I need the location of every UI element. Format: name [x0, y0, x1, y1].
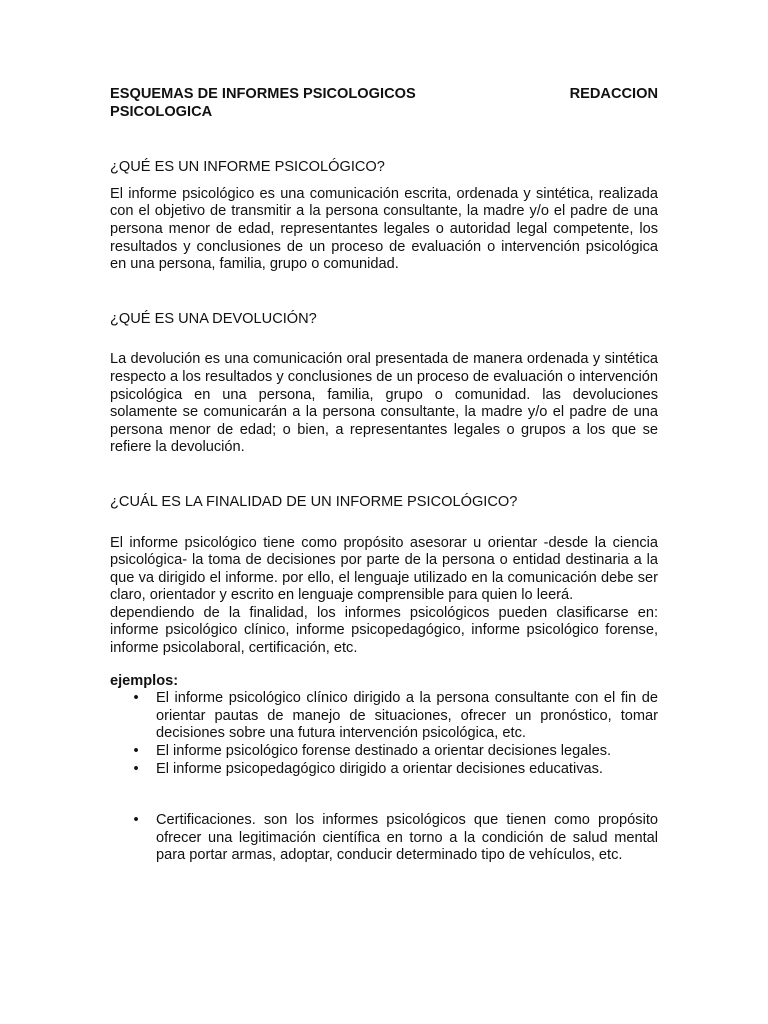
section-1-heading: ¿QUÉ ES UN INFORME PSICOLÓGICO? — [110, 159, 385, 176]
spacer — [110, 778, 658, 812]
section-1-paragraph: El informe psicológico es una comunicación escrita, ordenada y sintética, realizada con el objetivo de transmitir a la persona consultante, la madre y/o el padre de una persona menor de edad, representantes legales o autoridad legal competente, los resultados y conclusiones de un proceso de evaluación o intervención psicológica en una persona, familia, grupo o comunidad. — [110, 185, 658, 273]
bullet-icon: • — [133, 743, 139, 760]
spacer — [110, 658, 658, 673]
title-right: REDACCION — [569, 86, 658, 102]
bullet-icon: • — [133, 812, 139, 829]
spacer — [110, 274, 658, 311]
section-3-paragraph: El informe psicológico tiene como propósito asesorar u orientar -desde la ciencia psicológica- la toma de decisiones por parte de la persona o entidad destinaria a la que va dirigido el informe. por ello, el lenguaje utilizado en la comunicación debe ser claro, orientador y escrito en lenguaje comprensible para quien lo leerá. — [110, 534, 658, 604]
examples-list — [110, 690, 658, 778]
section-3-heading: ¿CUÁL ES LA FINALIDAD DE UN INFORME PSICOLÓGICO? — [110, 493, 518, 510]
document-title — [110, 86, 658, 121]
list-item — [110, 690, 658, 743]
section-2-paragraph: La devolución es una comunicación oral presentada de manera ordenada y sintética respecto a los resultados y conclusiones de un proceso de evaluación o intervención psicológica en una persona, familia, grupo o comunidad. las devoluciones solamente se comunicarán a la persona consultante, la madre y/o el padre de una persona menor de edad; o bien, a representantes legales o grupos a los que se refiere la devolución. — [110, 351, 658, 456]
list-item-text: El informe psicológico clínico dirigido a la persona consultante con el fin de orientar pautas de manejo de situaciones, ofrecer un pronóstico, tomar decisiones sobre una futura intervención psicológica, etc. — [156, 690, 658, 742]
list-item-text: El informe psicológico forense destinado a orientar decisiones legales. — [156, 743, 612, 760]
document-body — [110, 86, 658, 865]
examples-label: ejemplos: — [110, 672, 179, 689]
section-2-heading: ¿QUÉ ES UNA DEVOLUCIÓN? — [110, 310, 317, 327]
list-item — [110, 761, 658, 779]
bullet-icon: • — [133, 760, 139, 777]
list-item-text: Certificaciones. son los informes psicológicos que tienen como propósito ofrecer una legitimación científica en torno a la condición de salud mental para portar armas, adoptar, conducir determinado tipo de vehículos, etc. — [156, 812, 658, 864]
list-item — [110, 812, 658, 865]
title-line-1 — [110, 86, 658, 104]
title-left: ESQUEMAS DE INFORMES PSICOLOGICOS — [110, 86, 416, 102]
list-item — [110, 743, 658, 761]
section-3-paragraph-2: dependiendo de la finalidad, los informes psicológicos pueden clasificarse en: informe psicológico clínico, informe psicopedagógico, informe psicológico forense, informe psicolaboral, certificación, etc. — [110, 604, 658, 657]
list-item-text: El informe psicopedagógico dirigido a orientar decisiones educativas. — [156, 760, 603, 777]
bullet-icon: • — [133, 690, 139, 707]
title-line-2: PSICOLOGICA — [110, 103, 213, 120]
spacer — [110, 457, 658, 494]
certification-list — [110, 812, 658, 865]
